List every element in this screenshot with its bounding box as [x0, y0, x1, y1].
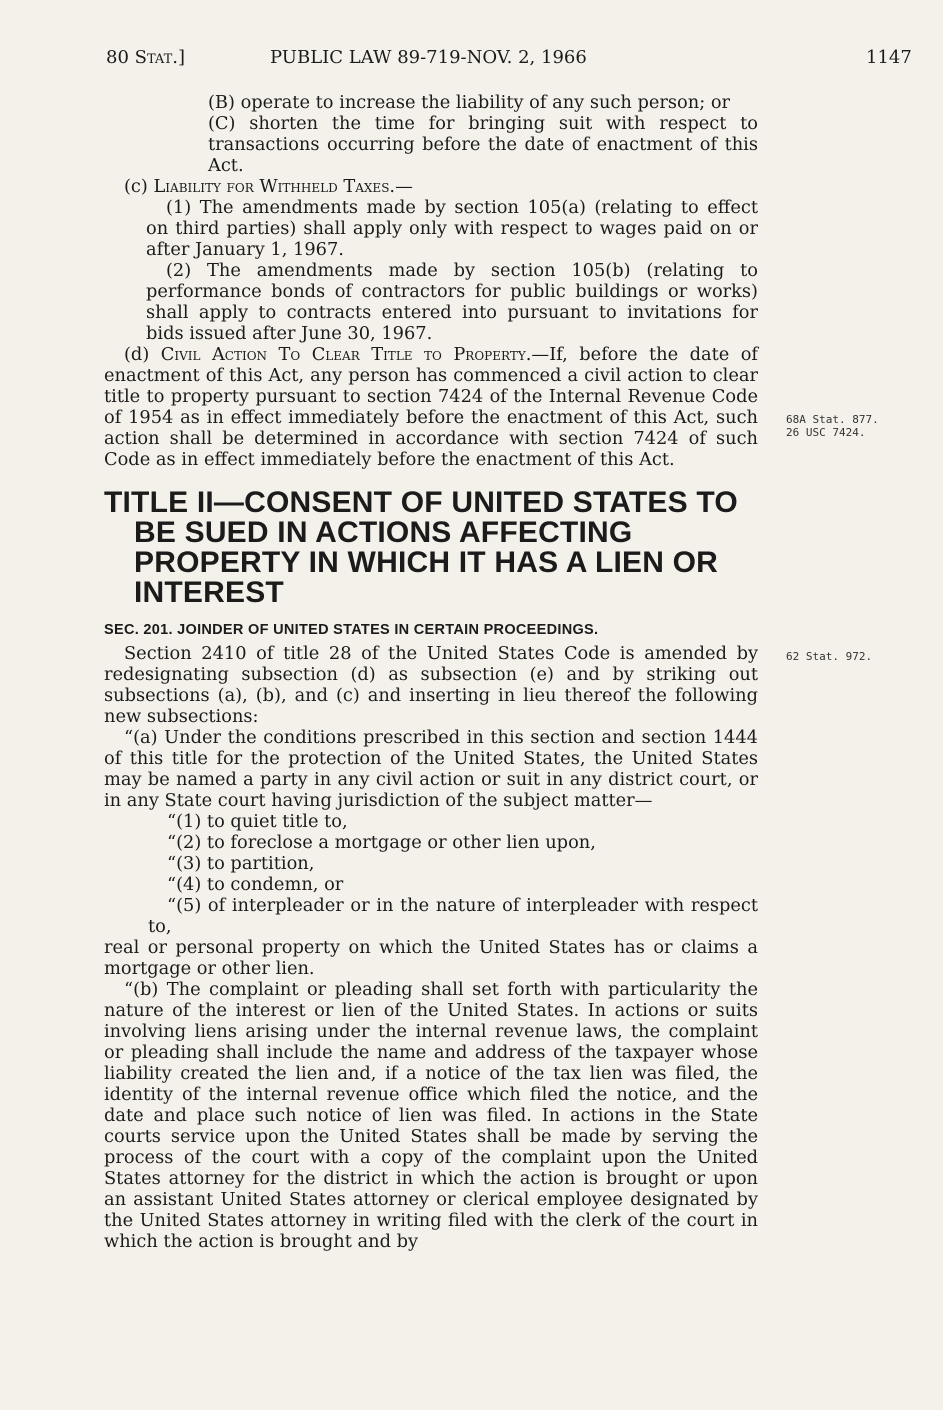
- para-a5: “(5) of interpleader or in the nature of interpleader with respect to,: [148, 895, 758, 937]
- margin-note-62-stat: 62 Stat. 972.: [786, 650, 873, 663]
- para-c-item: (C) shorten the time for bringing suit with respect to transactions occurring before the date of enactment of this Act.: [208, 113, 758, 176]
- header-volume: 80 Stat.]: [106, 47, 186, 68]
- para-sec-201: Section 2410 of title 28 of the United States Code is amended by redesignating subsection (d) as subsection (e) and by striking out subsections (a), (b), and (c) and inserting in lieu thereof the following new subsections:: [104, 643, 758, 727]
- page-header: [0, 47, 943, 73]
- para-a1: “(1) to quiet title to,: [167, 811, 348, 832]
- para-a4: “(4) to condemn, or: [167, 874, 344, 895]
- para-d: (d) Civil Action To Clear Title to Property.—If, before the date of enactment of this Act, any person has commenced a civil action to clear title to property pursuant to section 7424 of the Internal Revenue Code of 1954 as in effect immediately before the enactment of this Act, such action shall be determined in accordance with section 7424 of such Code as in effect immediately before the enactment of this Act.: [104, 344, 759, 470]
- para-c-heading: (c) Liability for Withheld Taxes.—: [124, 176, 413, 197]
- para-a2: “(2) to foreclose a mortgage or other lien upon,: [167, 832, 596, 853]
- para-a-tail: real or personal property on which the United States has or claims a mortgage or other lien.: [104, 937, 758, 979]
- para-c2: (2) The amendments made by section 105(b) (relating to performance bonds of contractors for public buildings or works) shall apply to contracts entered into pursuant to invitations for bids issued after June 30, 1967.: [146, 260, 758, 344]
- para-c1: (1) The amendments made by section 105(a) (relating to effect on third parties) shall apply only with respect to wages paid on or after January 1, 1967.: [146, 197, 758, 260]
- title-ii-heading: TITLE II—CONSENT OF UNITED STATES TO BE SUED IN ACTIONS AFFECTING PROPERTY IN WHICH IT HAS A LIEN OR INTEREST: [104, 486, 738, 609]
- para-a3: “(3) to partition,: [167, 853, 315, 874]
- para-subsec-b: “(b) The complaint or pleading shall set forth with particularity the nature of the interest or lien of the United States. In actions or suits involving liens arising under the internal revenue laws, the complaint or pleading shall include the name and address of the taxpayer whose liability created the lien and, if a notice of the tax lien was filed, the identity of the internal revenue office which filed the notice, and the date and place such notice of lien was filed. In actions in the State courts service upon the United States shall be made by serving the process of the court with a copy of the complaint upon the United States attorney for the district in which the action is brought or upon an assistant United States attorney or clerical employee designated by the United States attorney in writing filed with the clerk of the court in which the action is brought and by: [104, 979, 758, 1252]
- header-page-number: 1147: [866, 47, 912, 68]
- margin-note-68a-stat: 68A Stat. 877. 26 USC 7424.: [786, 413, 879, 439]
- para-subsec-a: “(a) Under the conditions prescribed in this section and section 1444 of this title for the protection of the United States, the United States may be named a party in any civil action or suit in any district court, or in any State court having jurisdiction of the subject matter—: [104, 727, 758, 811]
- header-law-title: PUBLIC LAW 89-719-NOV. 2, 1966: [270, 47, 587, 68]
- para-b: (B) operate to increase the liability of any such person; or: [208, 92, 731, 113]
- section-201-heading: SEC. 201. JOINDER OF UNITED STATES IN CERTAIN PROCEEDINGS.: [104, 622, 599, 638]
- document-body: [104, 92, 758, 1252]
